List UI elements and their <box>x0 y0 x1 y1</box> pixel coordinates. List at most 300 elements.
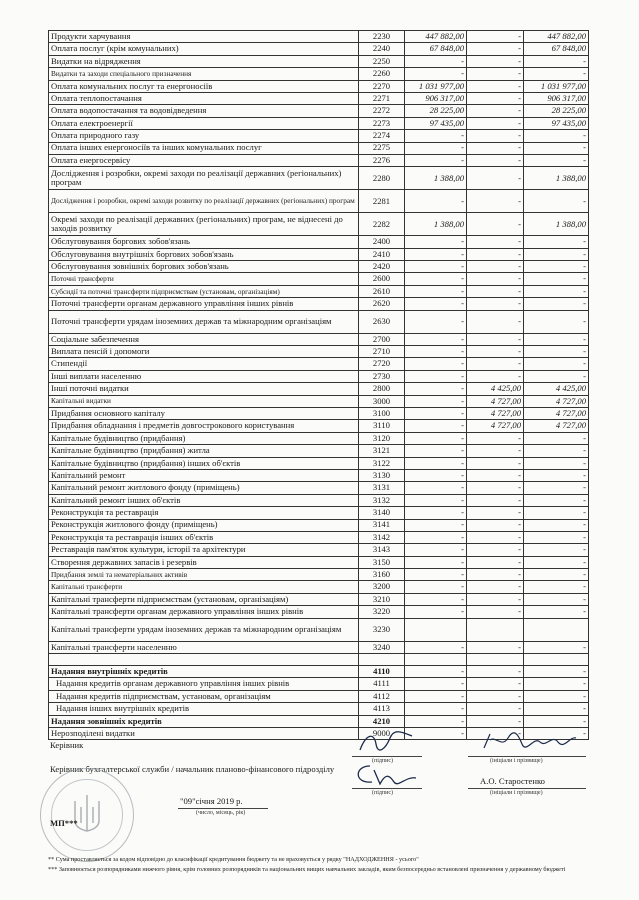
row-code: 2230 <box>359 31 405 43</box>
table-row <box>49 31 589 43</box>
row-total: - <box>524 333 589 345</box>
row-code: 2400 <box>359 236 405 248</box>
table-row <box>49 333 589 345</box>
row-special-fund: - <box>467 469 524 481</box>
row-general-fund: - <box>405 569 467 581</box>
accountant-name: А.О. Старостенко <box>480 776 545 786</box>
footnote-2: ** Сума проставляється за кодом відповідно до класифікації кредитування бюджету та не враховується у рядку "НАДХОДЖЕННЯ - усього" <box>48 856 419 863</box>
row-code: 2730 <box>359 370 405 382</box>
row-name: Оплата водопостачання та водовідведення <box>49 105 359 117</box>
row-general-fund: - <box>405 261 467 273</box>
table-row <box>49 420 589 432</box>
row-special-fund: - <box>467 432 524 444</box>
table-row <box>49 690 589 702</box>
table-row <box>49 68 589 80</box>
table-row <box>49 618 589 641</box>
table-row <box>49 556 589 568</box>
row-special-fund: - <box>467 310 524 333</box>
row-total: - <box>524 494 589 506</box>
row-total: - <box>524 531 589 543</box>
row-special-fund: - <box>467 117 524 129</box>
row-special-fund: - <box>467 556 524 568</box>
row-special-fund <box>467 654 524 666</box>
row-special-fund: - <box>467 544 524 556</box>
row-name: Поточні трансферти <box>49 273 359 285</box>
row-code: 2282 <box>359 213 405 236</box>
row-special-fund: - <box>467 507 524 519</box>
row-name: Оплата енергосервісу <box>49 154 359 166</box>
row-special-fund: - <box>467 593 524 605</box>
row-total: - <box>524 606 589 618</box>
row-name: Виплата пенсій і допомоги <box>49 346 359 358</box>
row-name: Інші поточні видатки <box>49 383 359 395</box>
row-general-fund: - <box>405 469 467 481</box>
row-special-fund: - <box>467 531 524 543</box>
row-name: Оплата теплопостачання <box>49 92 359 104</box>
row-total <box>524 654 589 666</box>
row-name: Реконструкція та реставрація <box>49 507 359 519</box>
row-general-fund: - <box>405 236 467 248</box>
row-general-fund: - <box>405 130 467 142</box>
row-name: Капітальні видатки <box>49 395 359 407</box>
row-name: Продукти харчування <box>49 31 359 43</box>
table-row <box>49 593 589 605</box>
row-general-fund: - <box>405 666 467 678</box>
row-code: 4210 <box>359 715 405 727</box>
row-name: Капітальні трансферти урядам іноземних держав та міжнародним організаціям <box>49 618 359 641</box>
row-code: 2710 <box>359 346 405 358</box>
row-general-fund: 97 435,00 <box>405 117 467 129</box>
row-total: - <box>524 482 589 494</box>
row-name: Надання інших внутрішніх кредитів <box>49 703 359 715</box>
table-row <box>49 236 589 248</box>
row-code: 2410 <box>359 248 405 260</box>
row-code: 2280 <box>359 167 405 190</box>
row-code: 4110 <box>359 666 405 678</box>
row-total: 4 425,00 <box>524 383 589 395</box>
table-row <box>49 261 589 273</box>
row-general-fund: - <box>405 407 467 419</box>
table-row <box>49 606 589 618</box>
row-general-fund: - <box>405 395 467 407</box>
row-special-fund: - <box>467 358 524 370</box>
row-special-fund: - <box>467 569 524 581</box>
row-total: - <box>524 261 589 273</box>
row-code: 3240 <box>359 641 405 653</box>
row-code: 2420 <box>359 261 405 273</box>
row-special-fund: - <box>467 494 524 506</box>
row-general-fund: - <box>405 154 467 166</box>
row-special-fund: - <box>467 666 524 678</box>
row-name: Капітальний ремонт житлового фонду (приміщень) <box>49 482 359 494</box>
row-general-fund: - <box>405 248 467 260</box>
row-name: Капітальний ремонт інших об'єктів <box>49 494 359 506</box>
table-row <box>49 167 589 190</box>
row-total: - <box>524 544 589 556</box>
row-special-fund: - <box>467 43 524 55</box>
row-total: - <box>524 68 589 80</box>
row-special-fund: - <box>467 273 524 285</box>
table-row <box>49 298 589 310</box>
row-special-fund: - <box>467 482 524 494</box>
row-general-fund: 1 388,00 <box>405 213 467 236</box>
row-special-fund: - <box>467 581 524 593</box>
row-name: Придбання основного капіталу <box>49 407 359 419</box>
table-row <box>49 678 589 690</box>
table-row <box>49 432 589 444</box>
row-general-fund <box>405 654 467 666</box>
row-general-fund: - <box>405 358 467 370</box>
row-name: Обслуговування боргових зобов'язань <box>49 236 359 248</box>
row-total: - <box>524 581 589 593</box>
row-general-fund: 906 317,00 <box>405 92 467 104</box>
row-total: 28 225,00 <box>524 105 589 117</box>
row-general-fund: - <box>405 457 467 469</box>
row-code: 2270 <box>359 80 405 92</box>
row-code: 3132 <box>359 494 405 506</box>
table-row <box>49 92 589 104</box>
accountant-sign-line <box>352 788 422 789</box>
row-total: - <box>524 507 589 519</box>
row-special-fund: - <box>467 248 524 260</box>
row-general-fund: - <box>405 690 467 702</box>
row-code: 3230 <box>359 618 405 641</box>
row-code: 2610 <box>359 285 405 297</box>
row-name: Оплата інших енергоносіїв та інших комунальних послуг <box>49 142 359 154</box>
table-row <box>49 641 589 653</box>
row-name: Оплата комунальних послуг та енергоносіїв <box>49 80 359 92</box>
row-special-fund: - <box>467 236 524 248</box>
footnote-3: *** Заповнюється розпорядниками нижчого рівня, крім головних розпорядників та національних вищих навчальних закладів, яким безпосередньо встановлені призначення у державному бюджеті <box>48 866 566 873</box>
row-total: - <box>524 703 589 715</box>
head-name-caption: (ініціали і прізвище) <box>490 758 543 764</box>
row-name: Оплата послуг (крім комунальних) <box>49 43 359 55</box>
row-special-fund: - <box>467 142 524 154</box>
row-code: 3130 <box>359 469 405 481</box>
row-special-fund: - <box>467 298 524 310</box>
row-name: Придбання обладнання і предметів довгострокового користування <box>49 420 359 432</box>
row-total: - <box>524 142 589 154</box>
table-row <box>49 507 589 519</box>
row-total: - <box>524 666 589 678</box>
row-special-fund: - <box>467 213 524 236</box>
row-general-fund: - <box>405 370 467 382</box>
table-row <box>49 407 589 419</box>
row-total: - <box>524 641 589 653</box>
table-row <box>49 273 589 285</box>
row-code: 2272 <box>359 105 405 117</box>
row-special-fund: - <box>467 285 524 297</box>
table-row <box>49 105 589 117</box>
row-total: - <box>524 273 589 285</box>
row-total: - <box>524 346 589 358</box>
table-row <box>49 494 589 506</box>
row-code: 4113 <box>359 703 405 715</box>
date-line <box>178 808 268 809</box>
row-general-fund: - <box>405 310 467 333</box>
row-total: - <box>524 370 589 382</box>
table-row <box>49 130 589 142</box>
table-row <box>49 383 589 395</box>
row-special-fund: - <box>467 606 524 618</box>
row-code: 2271 <box>359 92 405 104</box>
row-total: 4 727,00 <box>524 407 589 419</box>
expenditure-table <box>48 30 589 740</box>
row-special-fund: - <box>467 31 524 43</box>
row-total: - <box>524 727 589 739</box>
row-special-fund: 4 727,00 <box>467 407 524 419</box>
table-row <box>49 358 589 370</box>
row-name: Капітальне будівництво (придбання) житла <box>49 445 359 457</box>
row-name: Оплата електроенергії <box>49 117 359 129</box>
accountant-label: Керівник бухгалтерської служби / начальник планово-фінансового підрозділу <box>50 764 335 774</box>
row-code: 4112 <box>359 690 405 702</box>
row-special-fund: - <box>467 130 524 142</box>
row-code: 2275 <box>359 142 405 154</box>
row-total: - <box>524 593 589 605</box>
row-name: Поточні трансферти органам державного управління інших рівнів <box>49 298 359 310</box>
row-code: 2240 <box>359 43 405 55</box>
row-general-fund: - <box>405 556 467 568</box>
row-name: Окремі заходи по реалізації державних (регіональних) програм, не віднесені до заходів розвитку <box>49 213 359 236</box>
row-name: Інші виплати населенню <box>49 370 359 382</box>
row-code: 3142 <box>359 531 405 543</box>
row-total: - <box>524 457 589 469</box>
row-code: 3120 <box>359 432 405 444</box>
row-general-fund: - <box>405 581 467 593</box>
row-special-fund: - <box>467 346 524 358</box>
row-special-fund: - <box>467 105 524 117</box>
row-total: 1 388,00 <box>524 167 589 190</box>
row-name: Реставрація пам'яток культури, історії та архітектури <box>49 544 359 556</box>
row-code: 3141 <box>359 519 405 531</box>
row-code: 2720 <box>359 358 405 370</box>
row-name: Надання кредитів підприємствам, установам, організаціям <box>49 690 359 702</box>
row-total: - <box>524 569 589 581</box>
table-row <box>49 190 589 213</box>
row-general-fund: - <box>405 593 467 605</box>
row-total: - <box>524 715 589 727</box>
table-row <box>49 666 589 678</box>
table-row <box>49 117 589 129</box>
row-general-fund <box>405 618 467 641</box>
row-name: Поточні трансферти урядам іноземних держав та міжнародним організаціям <box>49 310 359 333</box>
row-code: 3000 <box>359 395 405 407</box>
row-general-fund: - <box>405 333 467 345</box>
table-row <box>49 445 589 457</box>
official-seal-icon <box>40 768 134 862</box>
row-total: - <box>524 298 589 310</box>
row-code: 3143 <box>359 544 405 556</box>
row-general-fund: - <box>405 346 467 358</box>
row-total: - <box>524 190 589 213</box>
row-special-fund: - <box>467 333 524 345</box>
row-code: 2250 <box>359 55 405 67</box>
row-total: 1 031 977,00 <box>524 80 589 92</box>
row-name: Капітальні трансферти органам державного управління інших рівнів <box>49 606 359 618</box>
table-row <box>49 581 589 593</box>
row-name: Капітальне будівництво (придбання) інших об'єктів <box>49 457 359 469</box>
row-special-fund: - <box>467 190 524 213</box>
row-special-fund: - <box>467 92 524 104</box>
row-general-fund: - <box>405 507 467 519</box>
row-code: 9000 <box>359 727 405 739</box>
table-row <box>49 469 589 481</box>
row-name: Придбання землі та нематеріальних активів <box>49 569 359 581</box>
head-name-line <box>468 756 586 757</box>
row-total: - <box>524 55 589 67</box>
row-name: Надання зовнішніх кредитів <box>49 715 359 727</box>
table-row <box>49 544 589 556</box>
seal-mark: МП*** <box>50 818 78 828</box>
row-name: Капітальні трансферти населенню <box>49 641 359 653</box>
row-total: 97 435,00 <box>524 117 589 129</box>
row-general-fund: - <box>405 432 467 444</box>
table-row <box>49 519 589 531</box>
row-general-fund: - <box>405 703 467 715</box>
row-special-fund: 4 727,00 <box>467 420 524 432</box>
row-code: 2274 <box>359 130 405 142</box>
row-special-fund: - <box>467 457 524 469</box>
row-special-fund: - <box>467 641 524 653</box>
row-name: Капітальне будівництво (придбання) <box>49 432 359 444</box>
expenditure-table-body <box>49 31 589 740</box>
row-general-fund: - <box>405 420 467 432</box>
row-name: Нерозподілені видатки <box>49 727 359 739</box>
row-special-fund: - <box>467 703 524 715</box>
row-code: 2800 <box>359 383 405 395</box>
row-total: - <box>524 678 589 690</box>
row-total: 447 882,00 <box>524 31 589 43</box>
row-special-fund: - <box>467 727 524 739</box>
row-total: - <box>524 358 589 370</box>
table-row <box>49 213 589 236</box>
row-general-fund: - <box>405 273 467 285</box>
row-code: 3121 <box>359 445 405 457</box>
row-total: - <box>524 285 589 297</box>
row-total <box>524 618 589 641</box>
row-total: - <box>524 690 589 702</box>
row-special-fund: - <box>467 690 524 702</box>
head-handwritten-name-icon <box>480 728 580 754</box>
table-row <box>49 482 589 494</box>
row-name: Створення державних запасів і резервів <box>49 556 359 568</box>
table-row <box>49 142 589 154</box>
row-code: 2276 <box>359 154 405 166</box>
row-name: Видатки та заходи спеціального призначення <box>49 68 359 80</box>
row-code <box>359 654 405 666</box>
table-row <box>49 395 589 407</box>
row-code: 2260 <box>359 68 405 80</box>
row-total: - <box>524 236 589 248</box>
row-total: - <box>524 469 589 481</box>
row-code: 3150 <box>359 556 405 568</box>
row-special-fund: - <box>467 55 524 67</box>
accountant-sign-caption: (підпис) <box>372 790 394 796</box>
row-special-fund: - <box>467 519 524 531</box>
row-special-fund: - <box>467 678 524 690</box>
row-special-fund: - <box>467 445 524 457</box>
row-general-fund: - <box>405 482 467 494</box>
trident-icon <box>69 791 105 839</box>
row-name: Надання внутрішніх кредитів <box>49 666 359 678</box>
row-code: 2273 <box>359 117 405 129</box>
row-total: - <box>524 556 589 568</box>
row-code: 2281 <box>359 190 405 213</box>
row-name: Дослідження і розробки, окремі заходи розвитку по реалізації державних (регіональних) програм <box>49 190 359 213</box>
row-total: - <box>524 519 589 531</box>
row-name: Оплата природного газу <box>49 130 359 142</box>
row-code: 2600 <box>359 273 405 285</box>
row-special-fund: 4 425,00 <box>467 383 524 395</box>
row-total: 4 727,00 <box>524 395 589 407</box>
row-general-fund: - <box>405 606 467 618</box>
row-name: Надання кредитів органам державного управління інших рівнів <box>49 678 359 690</box>
table-row <box>49 370 589 382</box>
row-code: 3160 <box>359 569 405 581</box>
row-general-fund: - <box>405 190 467 213</box>
table-row <box>49 310 589 333</box>
row-name: Капітальні трансферти підприємствам (установам, організаціям) <box>49 593 359 605</box>
row-general-fund: - <box>405 298 467 310</box>
row-special-fund: - <box>467 154 524 166</box>
row-general-fund: - <box>405 142 467 154</box>
head-signature-icon <box>356 728 416 756</box>
report-date: "09"січня 2019 р. <box>180 796 243 806</box>
row-total: 67 848,00 <box>524 43 589 55</box>
row-general-fund: - <box>405 678 467 690</box>
row-total: - <box>524 154 589 166</box>
accountant-signature-icon <box>350 762 420 788</box>
row-special-fund <box>467 618 524 641</box>
row-general-fund: - <box>405 544 467 556</box>
row-general-fund: - <box>405 715 467 727</box>
row-general-fund: 1 031 977,00 <box>405 80 467 92</box>
row-special-fund: 4 727,00 <box>467 395 524 407</box>
accountant-name-line <box>468 788 586 789</box>
row-code: 3200 <box>359 581 405 593</box>
row-total: - <box>524 130 589 142</box>
row-name: Соціальне забезпечення <box>49 333 359 345</box>
head-sign-caption: (підпис) <box>372 758 394 764</box>
row-code: 3110 <box>359 420 405 432</box>
table-row <box>49 285 589 297</box>
row-general-fund: - <box>405 285 467 297</box>
row-code: 2630 <box>359 310 405 333</box>
row-name <box>49 654 359 666</box>
row-special-fund: - <box>467 261 524 273</box>
row-general-fund: 67 848,00 <box>405 43 467 55</box>
row-name: Реконструкція житлового фонду (приміщень) <box>49 519 359 531</box>
table-row <box>49 80 589 92</box>
row-general-fund: - <box>405 494 467 506</box>
row-general-fund: - <box>405 445 467 457</box>
row-general-fund: - <box>405 55 467 67</box>
row-name: Субсидії та поточні трансферти підприємствам (установам, організаціям) <box>49 285 359 297</box>
table-row <box>49 55 589 67</box>
row-name: Стипендії <box>49 358 359 370</box>
row-general-fund: - <box>405 531 467 543</box>
row-code: 3140 <box>359 507 405 519</box>
row-total: - <box>524 445 589 457</box>
row-special-fund: - <box>467 167 524 190</box>
row-name: Обслуговування зовнішніх боргових зобов'язань <box>49 261 359 273</box>
row-general-fund: - <box>405 383 467 395</box>
row-code: 3122 <box>359 457 405 469</box>
row-special-fund: - <box>467 715 524 727</box>
row-name: Дослідження і розробки, окремі заходи по реалізації державних (регіональних) програм <box>49 167 359 190</box>
row-code: 4111 <box>359 678 405 690</box>
